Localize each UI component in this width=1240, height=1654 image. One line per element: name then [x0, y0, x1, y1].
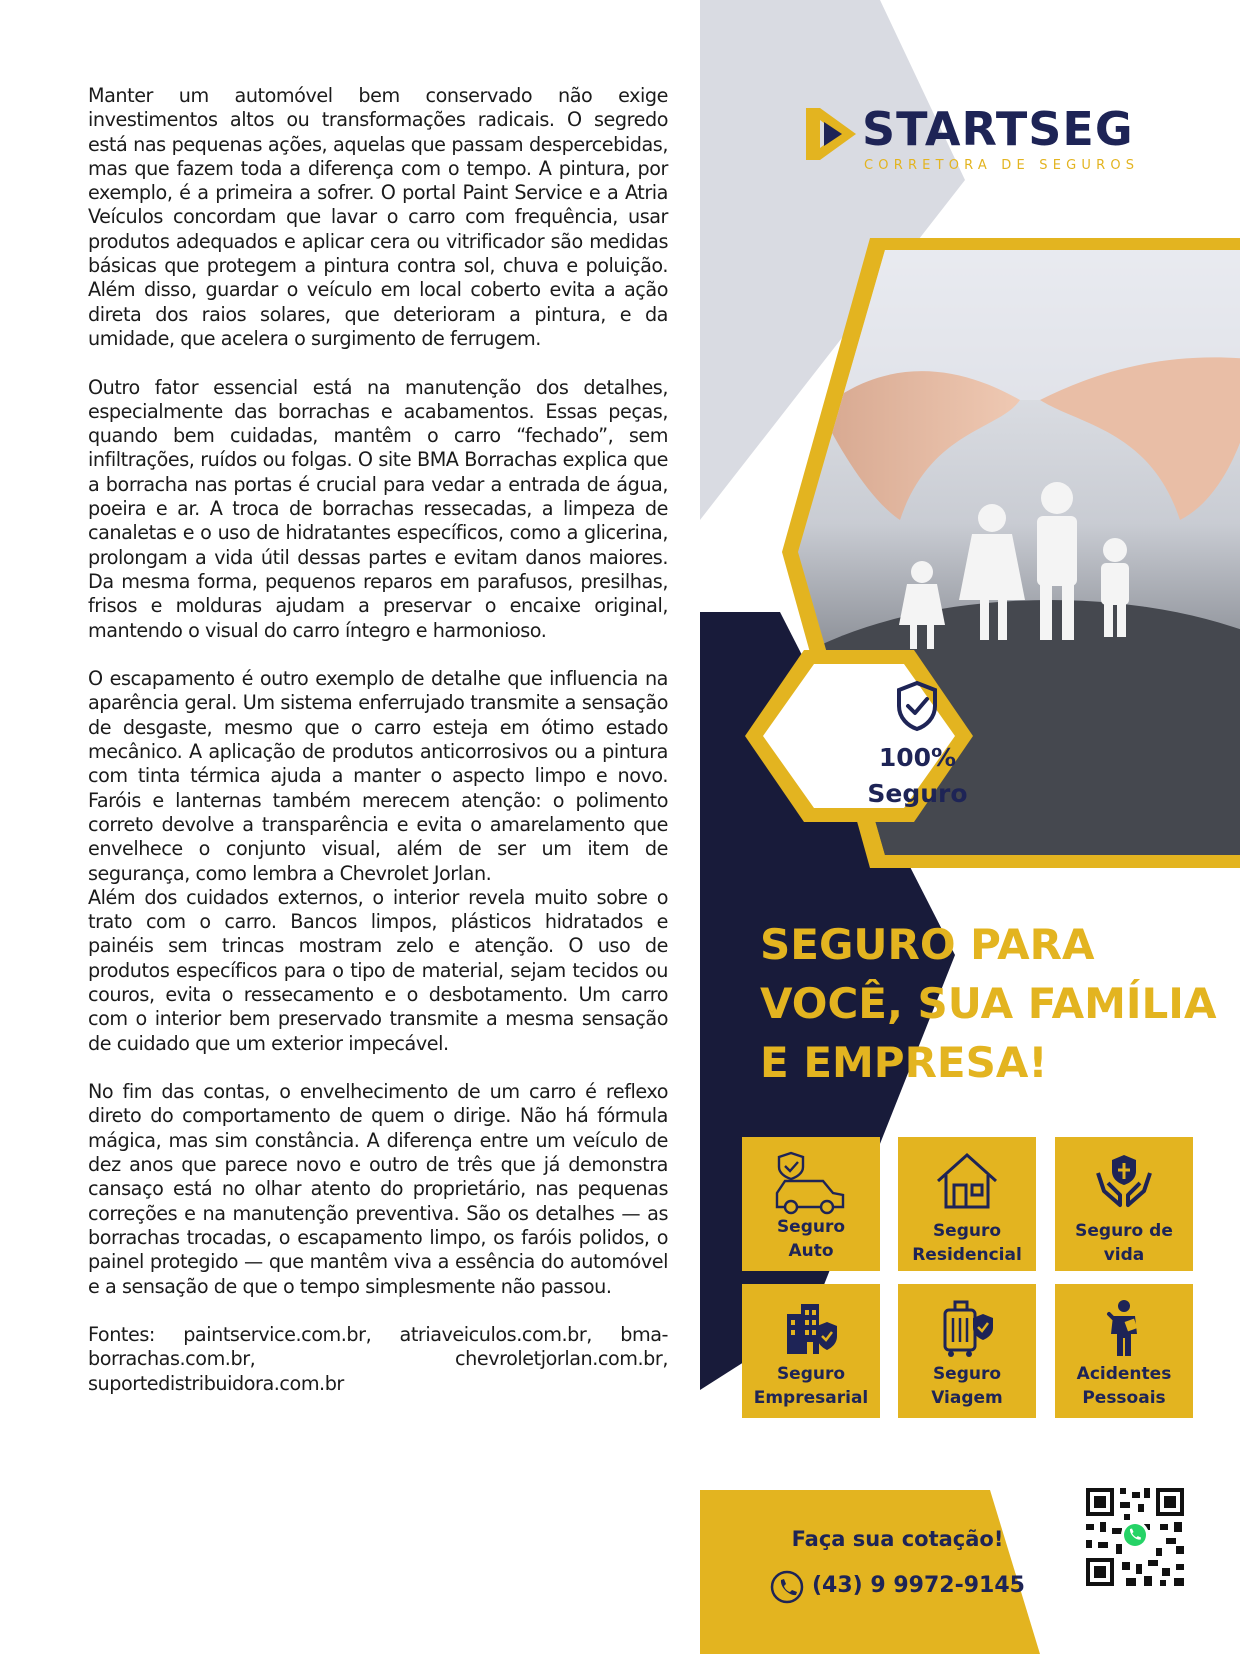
article-paragraph: Outro fator essencial está na manutenção dos detalhes, especialmente das borrachas e acabamentos. Essas peças, quando bem cuidadas, mantêm o carro “fechado”, sem infiltrações, ruídos ou folgas. O site BMA Borrachas explica que a borracha nas portas é crucial para vedar a entrada de água, poeira e ar. A troca de borrachas ressecadas, a limpeza de canaletas e o uso de hidratantes específicos, como a glicerina, prolongam a vida útil dessas partes e evitam danos maiores. Da mesma forma, pequenos reparos em parafusos, presilhas, frisos e molduras ajudam a preservar o encaixe original, mantendo o visual do carro íntegro e harmonioso. — [88, 375, 668, 642]
shield-check-icon — [895, 680, 939, 732]
phone-number: (43) 9 9972-9145 — [812, 1573, 1025, 1598]
service-label: Seguro de vida — [1075, 1221, 1173, 1265]
service-label: Seguro Auto — [776, 1217, 846, 1261]
service-tile-residencial[interactable] — [898, 1137, 1036, 1271]
badge-text — [840, 740, 995, 812]
whatsapp-icon — [1120, 1520, 1150, 1550]
article-sources: Fontes: paintservice.com.br, atriaveiculos.com.br, bma-borrachas.com.br, chevroletjorlan.com.br, suportedistribuidora.com.br — [88, 1323, 668, 1395]
phone-contact[interactable] — [770, 1570, 1030, 1604]
startseg-logo[interactable] — [802, 100, 1142, 190]
luggage-plane-icon — [898, 1298, 1036, 1364]
article-paragraph: O escapamento é outro exemplo de detalhe que influencia na aparência geral. Um sistema enferrujado transmite a sensação de desgaste, mesmo que o carro esteja em ótimo estado mecânico. A aplicação de produtos anticorrosivos ou a pintura com tinta térmica ajuda a manter o aspecto limpo e novo. Faróis e lanternas também merecem atenção: o polimento correto devolve a transparência e evita o amarelamento que envelhece o conjunto visual, além de ser um item de segurança, como lembra a Chevrolet Jorlan. — [88, 667, 668, 885]
service-tile-empresarial[interactable] — [742, 1284, 880, 1418]
article-paragraph: Manter um automóvel bem conservado não exige investimentos altos ou transformações radicais. O segredo está nas pequenas ações, aquelas que passam despercebidas, mas que fazem toda a diferença com o tempo. A pintura, por exemplo, é a primeira a sofrer. O portal Paint Service e a Atria Veículos concordam que lavar o carro com frequência, usar produtos adequados e aplicar cera ou vitrificador são medidas básicas que protegem a pintura contra sol, chuva e poluição. Além disso, guardar o veículo em local coberto evita a ação direta dos raios solares, que deterioram a pintura, e da umidade, que acelera o surgimento de ferrugem. — [88, 84, 668, 350]
car-shield-icon — [742, 1151, 880, 1217]
service-tile-auto[interactable] — [742, 1137, 880, 1271]
headline-line: SEGURO PARA — [760, 920, 1095, 969]
hands-shield-icon — [1055, 1151, 1193, 1217]
cta-text: Faça sua cotação! — [791, 1527, 1004, 1551]
house-icon — [898, 1151, 1036, 1217]
service-label: Seguro Empresarial — [753, 1364, 869, 1408]
logo-tagline: CORRETORA DE SEGUROS — [864, 158, 1140, 173]
service-label: Acidentes Pessoais — [1076, 1364, 1172, 1408]
injured-person-icon — [1055, 1298, 1193, 1364]
logo-wordmark: STARTSEG — [862, 102, 1134, 156]
building-shield-icon — [742, 1298, 880, 1364]
badge-percent: 100% — [878, 743, 957, 772]
article-body — [88, 84, 668, 1420]
badge-label: Seguro — [867, 779, 968, 808]
service-tile-vida[interactable] — [1055, 1137, 1193, 1271]
service-tile-acidentes[interactable] — [1055, 1284, 1193, 1418]
ad-headline — [760, 915, 1230, 1092]
service-label: Seguro Residencial — [912, 1221, 1022, 1265]
headline-line: E EMPRESA! — [760, 1038, 1048, 1087]
phone-icon — [770, 1570, 804, 1604]
service-tile-viagem[interactable] — [898, 1284, 1036, 1418]
article-paragraph: Além dos cuidados externos, o interior revela muito sobre o trato com o carro. Bancos limpos, plásticos hidratados e painéis sem trincas mostram zelo e atenção. O uso de produtos específicos para o tipo de material, sejam tecidos ou couros, evita o ressecamento e o desbotamento. Um carro com o interior bem preservado transmite a mesma sensação de cuidado que um exterior impecável. — [88, 885, 668, 1055]
insurance-advertisement — [700, 0, 1240, 1654]
service-label: Seguro Viagem — [931, 1364, 1003, 1408]
headline-line: VOCÊ, SUA FAMÍLIA — [760, 979, 1217, 1028]
logo-play-icon — [802, 104, 860, 164]
article-paragraph: No fim das contas, o envelhecimento de um carro é reflexo direto do comportamento de quem o dirige. Não há fórmula mágica, mas sim constância. A diferença entre um veículo de dez anos que parece novo e outro de três que já demonstra cansaço está no olhar atento do proprietário, nas pequenas correções e na manutenção preventiva. São os detalhes — as borrachas trocadas, o escapamento limpo, os faróis polidos, o painel protegido — que mantêm viva a essência do automóvel e a sensação de que o tempo simplesmente não passou. — [88, 1080, 668, 1298]
